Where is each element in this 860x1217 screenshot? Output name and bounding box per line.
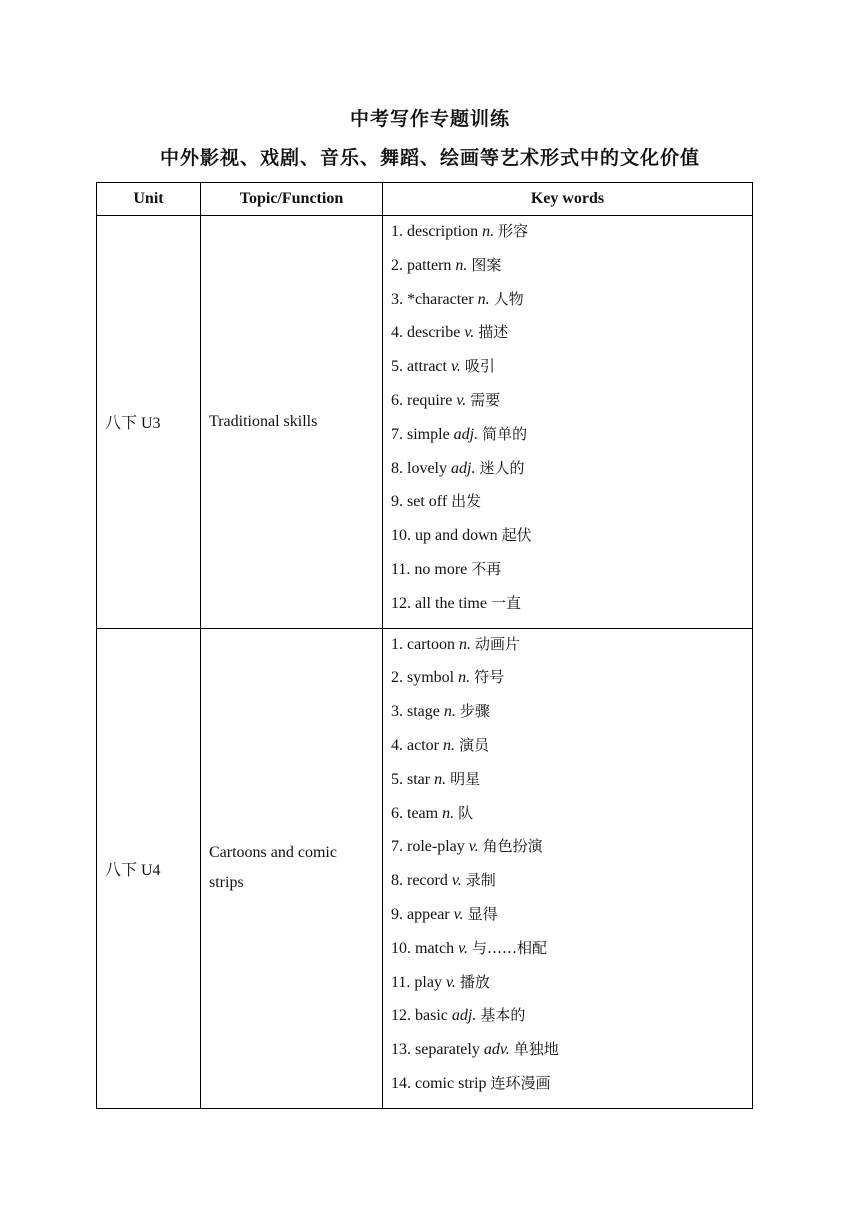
keyword-english: 9. appear: [391, 905, 450, 923]
keyword-chinese: 吸引: [464, 357, 495, 376]
keyword-part-of-speech: n.: [477, 290, 490, 308]
keyword-english: 3. *character: [391, 290, 474, 308]
keyword-english: 10. match: [391, 939, 455, 957]
keyword-part-of-speech: n.: [434, 770, 447, 788]
keywords-cell: [383, 216, 753, 629]
keyword-item: [391, 936, 744, 970]
keyword-chinese: 人物: [493, 289, 524, 308]
topic-cell: Cartoons and comic strips: [201, 628, 383, 1108]
topic-cell: Traditional skills: [201, 216, 383, 629]
keyword-chinese: 图案: [471, 255, 502, 274]
table-header-row: [97, 183, 753, 216]
keyword-part-of-speech: adj.: [451, 459, 476, 477]
vocabulary-table: [96, 182, 753, 1109]
keyword-item: [391, 557, 744, 591]
keyword-chinese: 出发: [451, 492, 482, 511]
keyword-part-of-speech: n.: [443, 703, 456, 721]
keyword-part-of-speech: n.: [442, 804, 455, 822]
keyword-item: [391, 1071, 744, 1105]
keyword-item: [391, 834, 744, 868]
unit-cell: 八下 U4: [97, 628, 201, 1108]
keyword-part-of-speech: n.: [458, 669, 471, 687]
keyword-english: 6. require: [391, 391, 453, 409]
keyword-chinese: 单独地: [513, 1040, 559, 1059]
keywords-cell: [383, 628, 753, 1108]
keyword-item: [391, 219, 744, 253]
keyword-item: [391, 287, 744, 321]
keyword-item: [391, 523, 744, 557]
keyword-english: 11. no more: [391, 560, 468, 578]
keyword-english: 10. up and down: [391, 527, 498, 545]
keyword-english: 14. comic strip: [391, 1074, 487, 1092]
keyword-chinese: 演员: [458, 735, 489, 754]
keyword-chinese: 显得: [467, 904, 498, 923]
keyword-chinese: 需要: [470, 390, 501, 409]
keyword-item: [391, 767, 744, 801]
keyword-chinese: 步骤: [459, 702, 490, 721]
keyword-item: [391, 665, 744, 699]
keyword-part-of-speech: v.: [450, 358, 461, 376]
keyword-english: 5. star: [391, 770, 431, 788]
keyword-item: [391, 1037, 744, 1071]
keyword-part-of-speech: v.: [453, 905, 464, 923]
keyword-chinese: 角色扮演: [482, 837, 543, 856]
keyword-item: [391, 354, 744, 388]
keyword-item: [391, 733, 744, 767]
keyword-chinese: 起伏: [501, 526, 532, 545]
keyword-chinese: 连环漫画: [490, 1073, 551, 1092]
keyword-item: [391, 320, 744, 354]
keyword-item: [391, 591, 744, 625]
keyword-chinese: 播放: [459, 972, 490, 991]
keyword-english: 1. cartoon: [391, 635, 455, 653]
keyword-part-of-speech: v.: [464, 324, 475, 342]
keyword-part-of-speech: n.: [482, 223, 495, 240]
keyword-chinese: 与……相配: [472, 938, 548, 957]
header-unit: Unit: [97, 183, 201, 216]
keyword-part-of-speech: v.: [468, 838, 479, 856]
keyword-english: 8. lovely: [391, 459, 447, 477]
keyword-english: 4. describe: [391, 324, 461, 342]
header-keywords: Key words: [383, 183, 753, 216]
table-row: [97, 216, 753, 629]
unit-cell: 八下 U3: [97, 216, 201, 629]
keyword-english: 7. role-play: [391, 838, 465, 856]
keyword-item: [391, 1003, 744, 1037]
keyword-item: [391, 388, 744, 422]
keyword-item: [391, 868, 744, 902]
keyword-english: 6. team: [391, 804, 439, 822]
keyword-part-of-speech: v.: [456, 391, 467, 409]
page-subtitle: 中外影视、戏剧、音乐、舞蹈、绘画等艺术形式中的文化价值: [159, 147, 700, 169]
keyword-part-of-speech: v.: [451, 872, 462, 890]
keyword-part-of-speech: v.: [445, 973, 456, 991]
keyword-item: [391, 253, 744, 287]
keyword-english: 9. set off: [391, 493, 448, 511]
keyword-english: 8. record: [391, 872, 448, 890]
keyword-item: [391, 489, 744, 523]
keyword-chinese: 基本的: [480, 1006, 526, 1025]
keyword-item: [391, 970, 744, 1004]
keyword-english: 1. description: [391, 223, 479, 240]
keyword-part-of-speech: adj.: [451, 1007, 477, 1025]
keyword-english: 11. play: [391, 973, 442, 991]
keyword-english: 12. all the time: [391, 594, 487, 612]
keyword-chinese: 一直: [490, 593, 521, 612]
keyword-english: 2. symbol: [391, 669, 455, 687]
keyword-chinese: 描述: [478, 323, 509, 342]
keyword-chinese: 明星: [450, 769, 481, 788]
keyword-part-of-speech: adv.: [483, 1041, 510, 1059]
keyword-item: [391, 456, 744, 490]
keyword-part-of-speech: n.: [442, 736, 455, 754]
keyword-item: [391, 422, 744, 456]
keyword-item: [391, 632, 744, 666]
keyword-english: 4. actor: [391, 736, 439, 754]
keyword-part-of-speech: adj.: [453, 425, 479, 443]
keyword-part-of-speech: n.: [455, 256, 468, 274]
keyword-english: 12. basic: [391, 1007, 448, 1025]
keyword-english: 3. stage: [391, 703, 440, 721]
keyword-chinese: 录制: [465, 871, 496, 890]
page-title: 中考写作专题训练: [349, 108, 510, 130]
keyword-chinese: 符号: [474, 668, 505, 687]
keyword-chinese: 简单的: [482, 424, 528, 443]
keyword-chinese: 迷人的: [479, 458, 525, 477]
keyword-chinese: 不再: [471, 559, 502, 578]
keyword-item: [391, 699, 744, 733]
keyword-item: [391, 801, 744, 835]
keyword-part-of-speech: n.: [458, 635, 471, 653]
header-topic: Topic/Function: [201, 183, 383, 216]
keyword-chinese: 形容: [498, 222, 529, 240]
keyword-chinese: 动画片: [474, 634, 520, 653]
keyword-part-of-speech: v.: [458, 939, 469, 957]
keyword-english: 2. pattern: [391, 256, 452, 274]
keyword-english: 13. separately: [391, 1041, 480, 1059]
keyword-chinese: 队: [458, 803, 474, 822]
keyword-english: 7. simple: [391, 425, 450, 443]
keyword-english: 5. attract: [391, 358, 447, 376]
table-row: [97, 628, 753, 1108]
keyword-item: [391, 902, 744, 936]
